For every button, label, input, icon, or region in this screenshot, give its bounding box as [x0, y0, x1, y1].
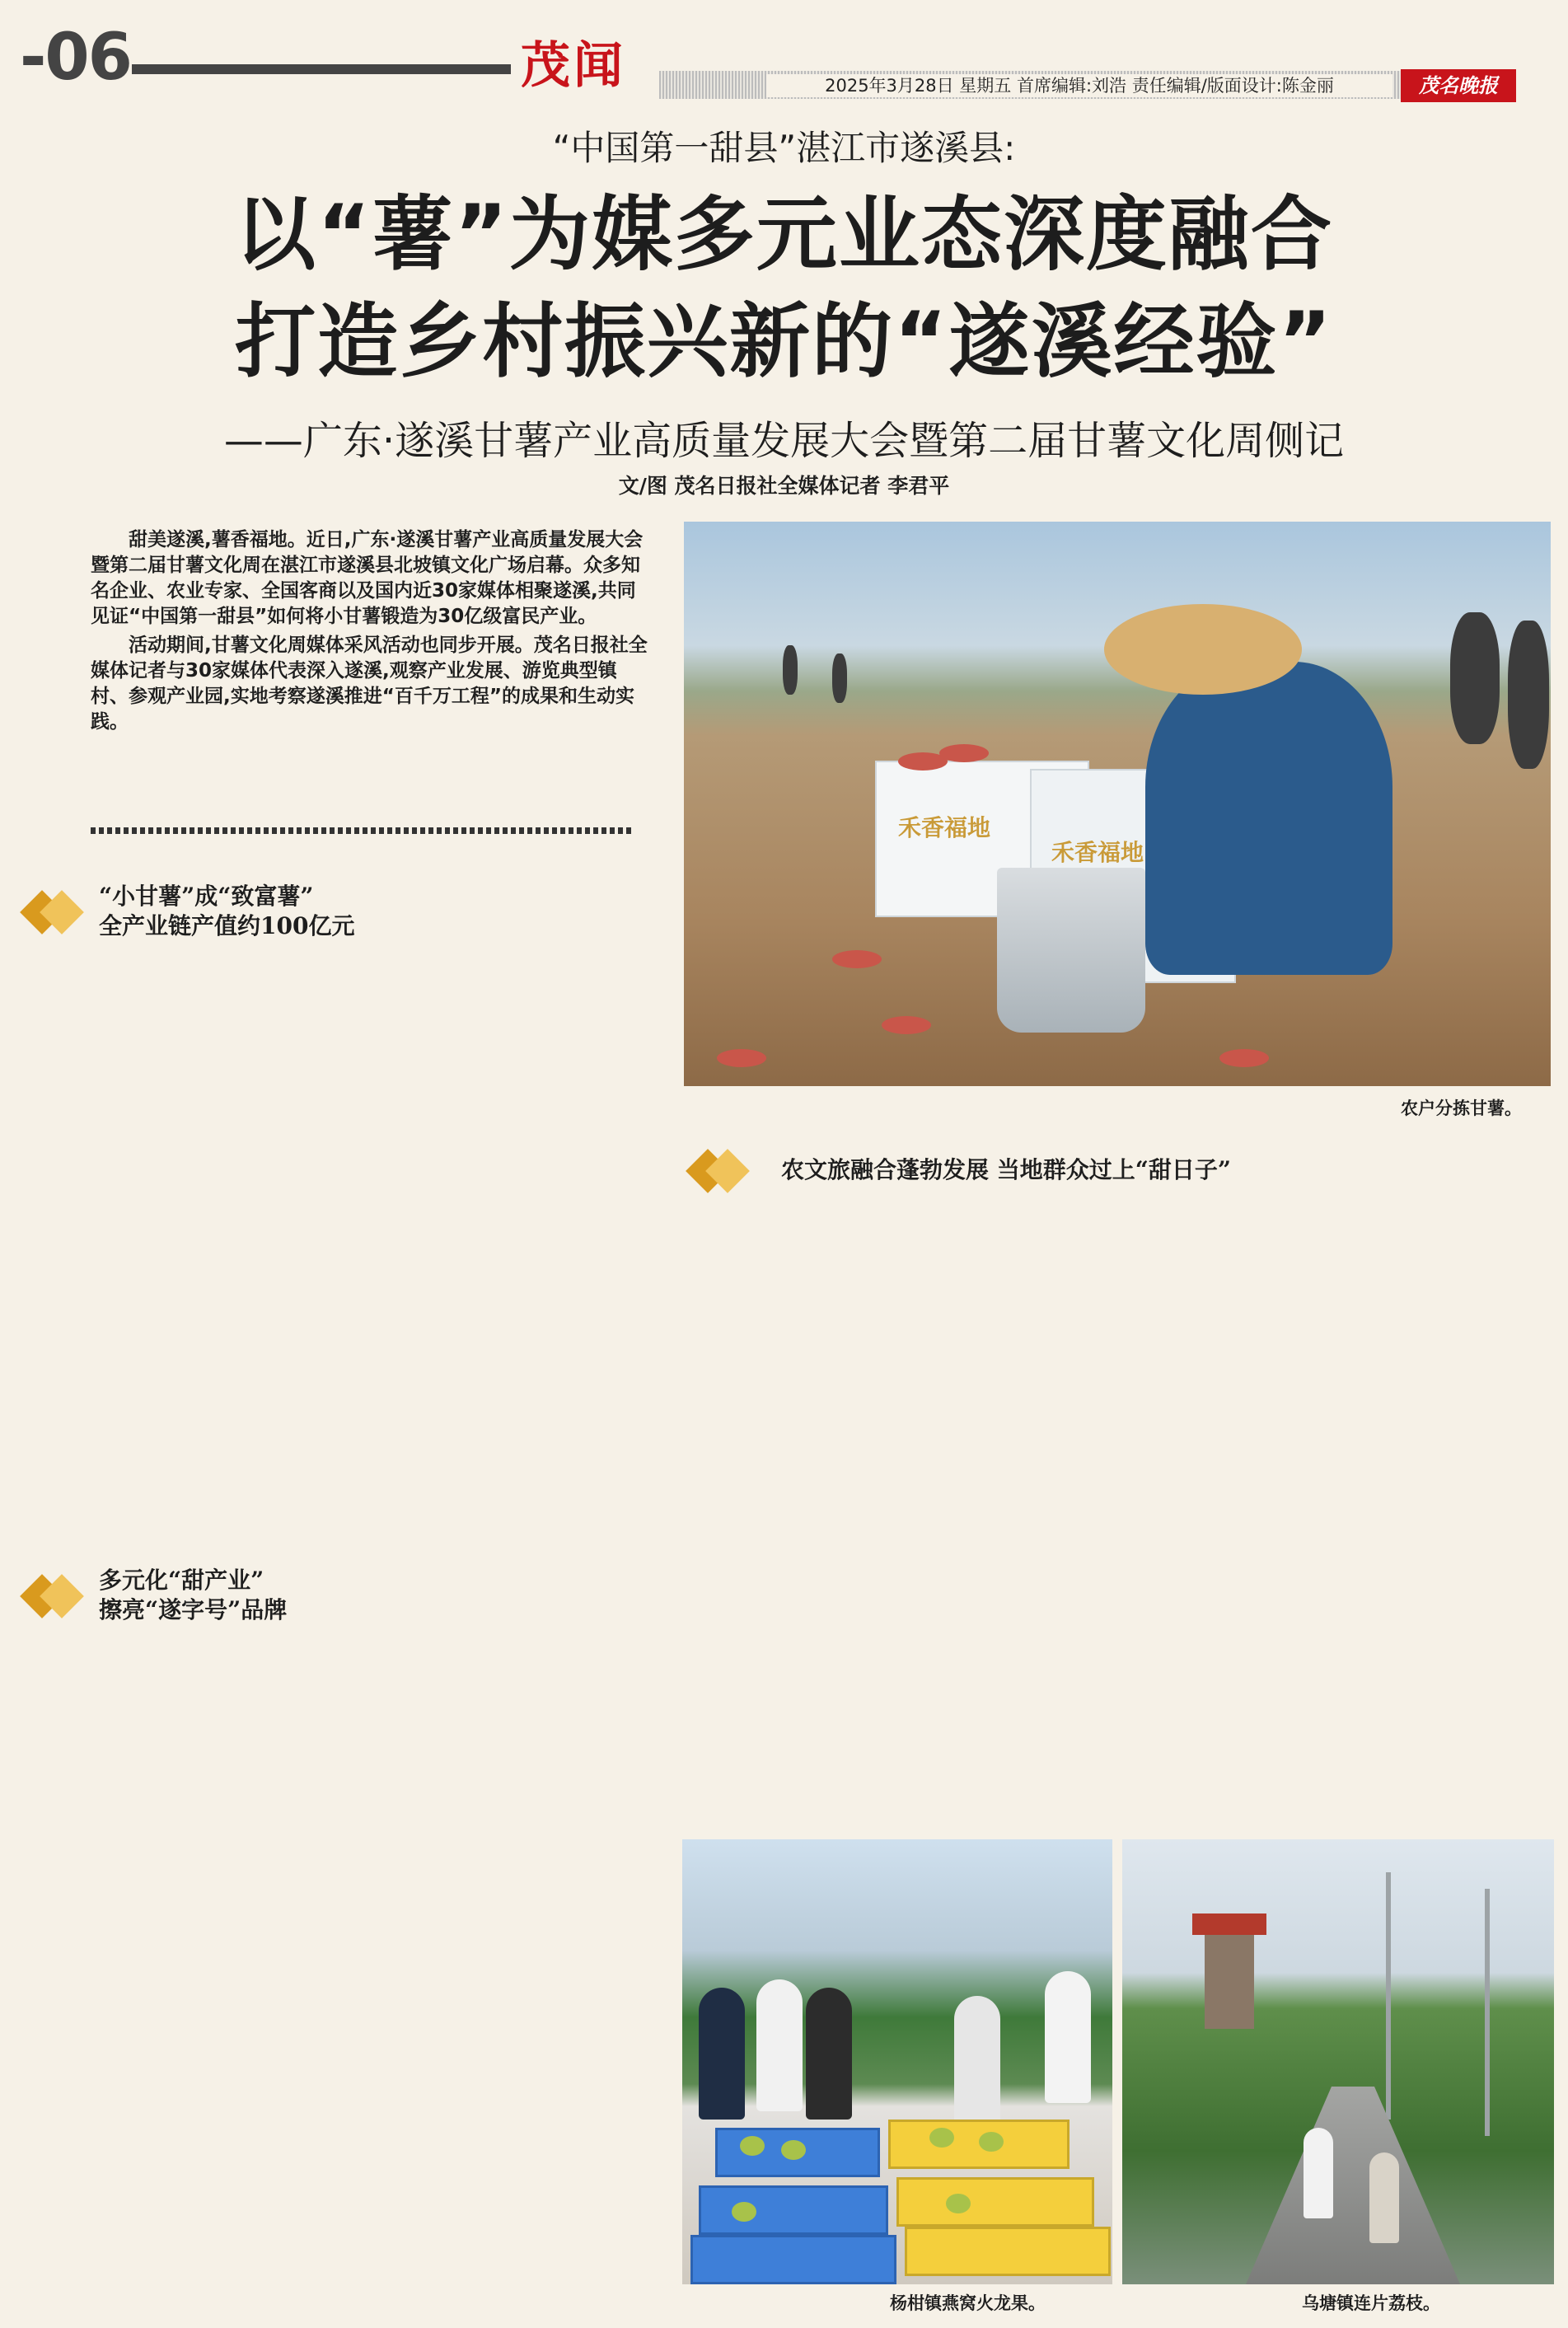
masthead-logo: 茂名晚报 [1401, 69, 1516, 102]
page-number: -06 [20, 21, 131, 95]
lead-paragraph: 活动期间,甘薯文化周媒体采风活动也同步开展。茂名日报社全媒体记者与30家媒体代表深入遂溪,观察产业发展、游览典型镇村、参观产业园,实地考察遂溪推进“百千万工程”的成果和生动实践。 [91, 635, 648, 733]
watchtower [1205, 1930, 1254, 2029]
lead-paragraph: 甜美遂溪,薯香福地。近日,广东·遂溪甘薯产业高质量发展大会暨第二届甘薯文化周在湛江市遂溪县北坡镇文化广场启幕。众多知名企业、农业专家、全国客商以及国内近30家媒体相聚遂溪,共同见证“中国第一甜县”如何将小甘薯锻造为30亿级富民产业。 [91, 529, 644, 627]
section-title-line2: 擦亮“遂字号”品牌 [99, 1596, 288, 1623]
body-text-column [25, 964, 317, 1541]
body-text-column [346, 1648, 639, 2307]
lead-paragraphs [91, 527, 651, 816]
main-title-line1: 以“薯”为媒多元业态深度融合 [235, 188, 1333, 282]
dateline: 2025年3月28日 星期五 首席编辑:刘浩 责任编辑/版面设计:陈金丽 [766, 74, 1392, 97]
farmer-figure [1145, 662, 1392, 975]
column-badge: 茂闻 [521, 37, 626, 95]
diamond-icon [25, 888, 73, 936]
section-heading [25, 882, 651, 944]
body-text-column [346, 964, 639, 1541]
section-title-line1: 农文旅融合蓬勃发展 当地群众过上“甜日子” [781, 1156, 1231, 1183]
straw-hat [1104, 604, 1302, 695]
photo-dragon-fruit [682, 1839, 1112, 2284]
bucket [997, 868, 1145, 1033]
section-title-line1: 多元化“甜产业” [99, 1567, 264, 1594]
subtitle: ——广东·遂溪甘薯产业高质量发展大会暨第二届甘薯文化周侧记 [223, 418, 1345, 464]
main-title-line2: 打造乡村振兴新的“遂溪经验” [235, 295, 1333, 389]
section-heading [690, 1141, 1547, 1203]
lead-divider [91, 827, 634, 834]
pre-title: “中国第一甜县”湛江市遂溪县: [552, 128, 1016, 168]
box-label: 禾香福地 [1051, 839, 1144, 866]
diamond-icon [690, 1147, 738, 1195]
section-title-line2: 全产业链产值约100亿元 [99, 912, 355, 939]
section-title-line1: “小甘薯”成“致富薯” [99, 883, 314, 910]
road [1246, 2087, 1460, 2284]
photo-lychee-orchard [1122, 1839, 1554, 2284]
box-label: 禾香福地 [898, 814, 991, 841]
photo-caption: 农户分拣甘薯。 [1401, 1098, 1522, 1118]
diamond-icon [25, 1572, 73, 1620]
body-text-column [25, 1648, 317, 2307]
photo-sweet-potato-sorting [684, 522, 1551, 1086]
section-heading [25, 1566, 651, 1628]
body-text-column [689, 1206, 1117, 1824]
byline: 文/图 茂名日报社全媒体记者 李君平 [618, 474, 950, 498]
photo-caption: 乌塘镇连片荔枝。 [1302, 2293, 1440, 2313]
photo-caption: 杨柑镇燕窝火龙果。 [890, 2293, 1046, 2313]
body-text-column [1142, 1206, 1554, 1824]
header-rule [132, 64, 511, 74]
